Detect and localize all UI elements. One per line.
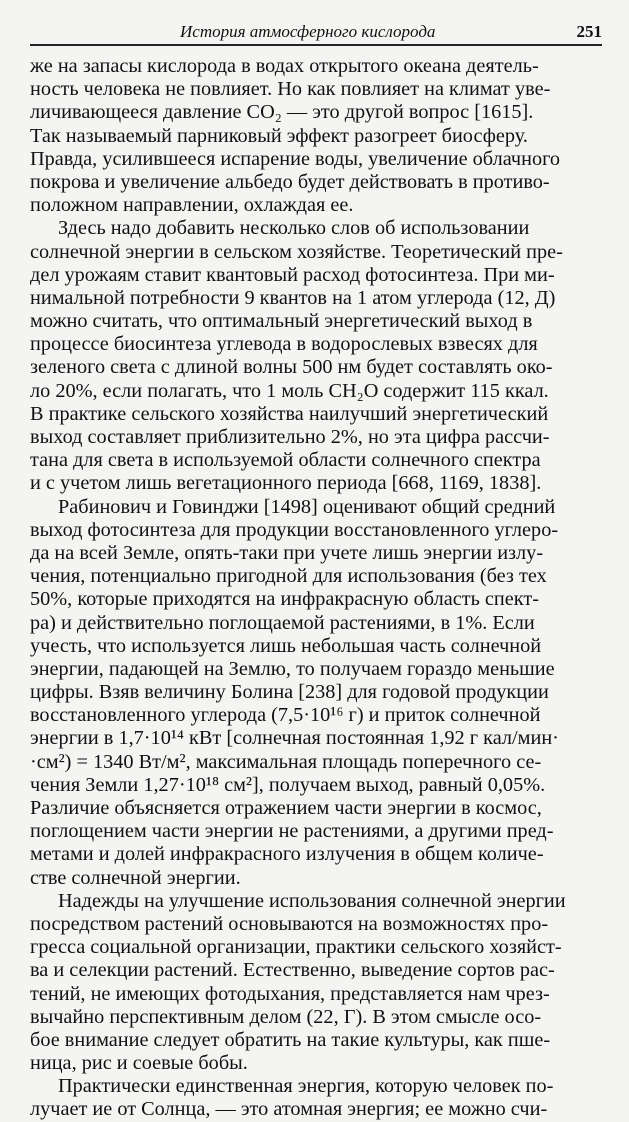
text-line: Так называемый парниковый эффект разогреет биосферу. bbox=[30, 124, 528, 147]
text-line: гресса социальной организации, практики сельского хозяйст- bbox=[30, 936, 562, 959]
text-line: восстановленного углерода (7,5·10¹⁶ г) и приток солнечной bbox=[30, 704, 541, 727]
text-line: ло 20%, если полагать, что 1 моль CH₂O содержит 115 ккал. bbox=[30, 379, 549, 402]
body-text bbox=[30, 55, 602, 1122]
text-line: энергии, падающей на Землю, то получаем гораздо меньшие bbox=[30, 657, 555, 680]
text-line: Правда, усилившееся испарение воды, увеличение облачного bbox=[30, 147, 561, 170]
book-page bbox=[30, 18, 602, 1121]
text-line: учесть, что используется лишь небольшая часть солнечной bbox=[30, 634, 542, 657]
paragraph-2 bbox=[30, 217, 602, 495]
text-line: Здесь надо добавить несколько слов об использовании bbox=[58, 217, 530, 240]
text-line: выход фотосинтеза для продукции восстановленного углеро- bbox=[30, 518, 559, 541]
text-line: стве солнечной энергии. bbox=[30, 866, 241, 889]
text-line: посредством растений основываются на возможностях про- bbox=[30, 912, 549, 935]
text-line: ·см²) = 1340 Вт/м², максимальная площадь поперечного се- bbox=[30, 750, 542, 773]
text-line: лучает ие от Солнца, — это атомная энергия; ее можно счи- bbox=[30, 1098, 548, 1121]
text-line: вычайно перспективным делом (22, Г). В этом смысле осо- bbox=[30, 1005, 542, 1028]
text-line: дел урожаям ставит квантовый расход фотосинтеза. При ми- bbox=[30, 263, 555, 286]
running-title: История атмосферного кислорода bbox=[180, 22, 436, 41]
text-line: энергии в 1,7·10¹⁴ кВт [солнечная постоянная 1,92 г кал/мин· bbox=[30, 727, 559, 750]
text-line: тений, не имеющих фотодыхания, представляется нам чрез- bbox=[30, 982, 550, 1005]
paragraph-3 bbox=[30, 496, 602, 890]
text-line: ность человека не повлияет. Но как повлияет на климат уве- bbox=[30, 78, 551, 101]
text-line: ва и селекции растений. Естественно, выведение сортов рас- bbox=[30, 959, 555, 982]
paragraph-1 bbox=[30, 55, 602, 217]
running-header bbox=[30, 18, 602, 46]
text-line: же на запасы кислорода в водах открытого океана деятель- bbox=[30, 55, 539, 77]
text-line: и с учетом лишь вегетационного периода [668, 1169, 1838]. bbox=[30, 472, 542, 495]
text-line: можно считать, что оптимальный энергетический выход в bbox=[30, 310, 533, 333]
text-line: 50%, которые приходятся на инфракрасную область спект- bbox=[30, 588, 539, 611]
text-line: ра) и действительно поглощаемой растениями, в 1%. Если bbox=[30, 611, 535, 634]
text-line: цифры. Взяв величину Болина [238] для годовой продукции bbox=[30, 681, 549, 704]
text-line: Практически единственная энергия, которую человек по- bbox=[58, 1075, 554, 1098]
text-line: покрова и увеличение альбедо будет действовать в противо- bbox=[30, 170, 550, 193]
text-line: тана для света в используемой области солнечного спектра bbox=[30, 449, 541, 472]
text-line: поглощением части энергии не растениями, а другими пред- bbox=[30, 820, 554, 843]
text-line: зеленого света с длиной волны 500 нм будет составлять око- bbox=[30, 356, 553, 379]
text-line: выход составляет приблизительно 2%, но эта цифра рассчи- bbox=[30, 426, 550, 448]
text-line: солнечной энергии в сельском хозяйстве. Теоретический пре- bbox=[30, 240, 563, 263]
text-line: нимальной потребности 9 квантов на 1 атом углерода (12, Д) bbox=[30, 286, 556, 309]
text-line: чения, потенциально пригодной для использования (без тех bbox=[30, 565, 547, 588]
text-line: личивающееся давление CO₂ — это другой вопрос [1615]. bbox=[30, 101, 534, 124]
text-line: процессе биосинтеза углевода в водорослевых взвесях для bbox=[30, 333, 538, 356]
text-line: чения Земли 1,27·10¹⁸ см²], получаем выход, равный 0,05%. bbox=[30, 773, 546, 796]
paragraph-5 bbox=[30, 1075, 602, 1121]
page-number: 251 bbox=[576, 22, 602, 41]
text-line: Различие объясняется отражением части энергии в космос, bbox=[30, 797, 542, 819]
text-line: бое внимание следует обратить на такие культуры, как пше- bbox=[30, 1028, 551, 1051]
text-line: положном направлении, охлаждая ее. bbox=[30, 194, 354, 217]
text-line: Рабинович и Говинджи [1498] оценивают общий средний bbox=[58, 495, 556, 518]
text-line: Надежды на улучшение использования солнечной энергии bbox=[58, 889, 566, 912]
text-line: ница, рис и соевые бобы. bbox=[30, 1052, 248, 1075]
text-line: метами и долей инфракрасного излучения в общем количе- bbox=[30, 843, 544, 866]
text-line: В практике сельского хозяйства наилучший энергетический bbox=[30, 402, 549, 425]
text-line: да на всей Земле, опять-таки при учете лишь энергии излу- bbox=[30, 541, 544, 564]
paragraph-4 bbox=[30, 890, 602, 1076]
